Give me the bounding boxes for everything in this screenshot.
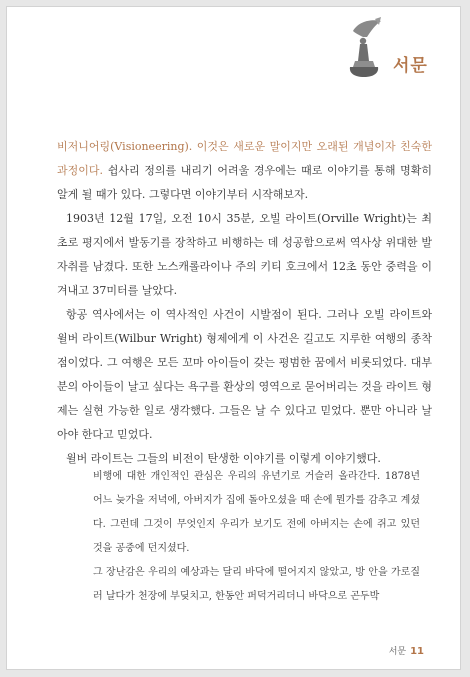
page-number: 11 xyxy=(410,646,424,657)
chapter-title: 서문 xyxy=(393,56,428,76)
footer-section-label: 서문 xyxy=(388,647,407,657)
winged-statue-icon xyxy=(345,17,387,79)
body-paragraph xyxy=(57,135,432,207)
body-paragraph: 항공 역사에서는 이 역사적인 사건이 시발점이 된다. 그러나 오빌 라이트와 윌버 라이트(Wilbur Wright) 형제에게 이 사건은 길고도 지루한 여행의 종착점이었다. 그 여행은 모든 꼬마 아이들이 갖는 평범한 꿈에서 비롯되었다. 대부분의 아이들이 날고 싶다는 욕구를 환상의 영역으로 묻어버리는 것을 라이트 형제는 실현 가능한 일로 생각했다. 그들은 날 수 있다고 믿었다. 뿐만 아니라 날아야 한다고 믿었다. xyxy=(57,308,432,441)
highlighted-phrase: 비저니어링(Visioneering). 이것은 새로운 말이지만 오래된 개념이자 친숙한 과정이다. xyxy=(57,140,432,177)
block-quote xyxy=(93,465,420,609)
page-footer xyxy=(389,644,424,657)
paragraph-text: 쉽사리 정의를 내리기 어려울 경우에는 때로 이야기를 통해 명확히 알게 될 때가 있다. 그렇다면 이야기부터 시작해보자. xyxy=(57,164,432,201)
body-paragraph: 윌버 라이트는 그들의 비전이 탄생한 이야기를 이렇게 이야기했다. xyxy=(66,452,381,465)
quote-paragraph: 그 장난감은 우리의 예상과는 달리 바닥에 떨어지지 않았고, 방 안을 가로질러 날다가 천장에 부딪치고, 한동안 퍼덕거리더니 바닥으로 곤두박 xyxy=(93,567,420,602)
quote-paragraph: 비행에 대한 개인적인 관심은 우리의 유년기로 거슬러 올라간다. 1878년 어느 늦가을 저녁에, 아버지가 집에 돌아오셨을 때 손에 뭔가를 감추고 계셨다. 그런데 그것이 무엇인지 우리가 보기도 전에 아버지는 손에 쥐고 있던 것을 공중에 던지셨다. xyxy=(93,471,420,554)
book-page xyxy=(6,6,461,670)
body-text xyxy=(57,135,432,471)
chapter-header xyxy=(345,17,435,87)
body-paragraph: 1903년 12월 17일, 오전 10시 35분, 오빌 라이트(Orville Wright)는 최초로 평지에서 발동기를 장착하고 비행하는 데 성공함으로써 역사상 위대한 발자취를 남겼다. 또한 노스캐롤라이나 주의 키티 호크에서 12초 동안 중력을 이겨내고 37미터를 날았다. xyxy=(57,212,432,297)
